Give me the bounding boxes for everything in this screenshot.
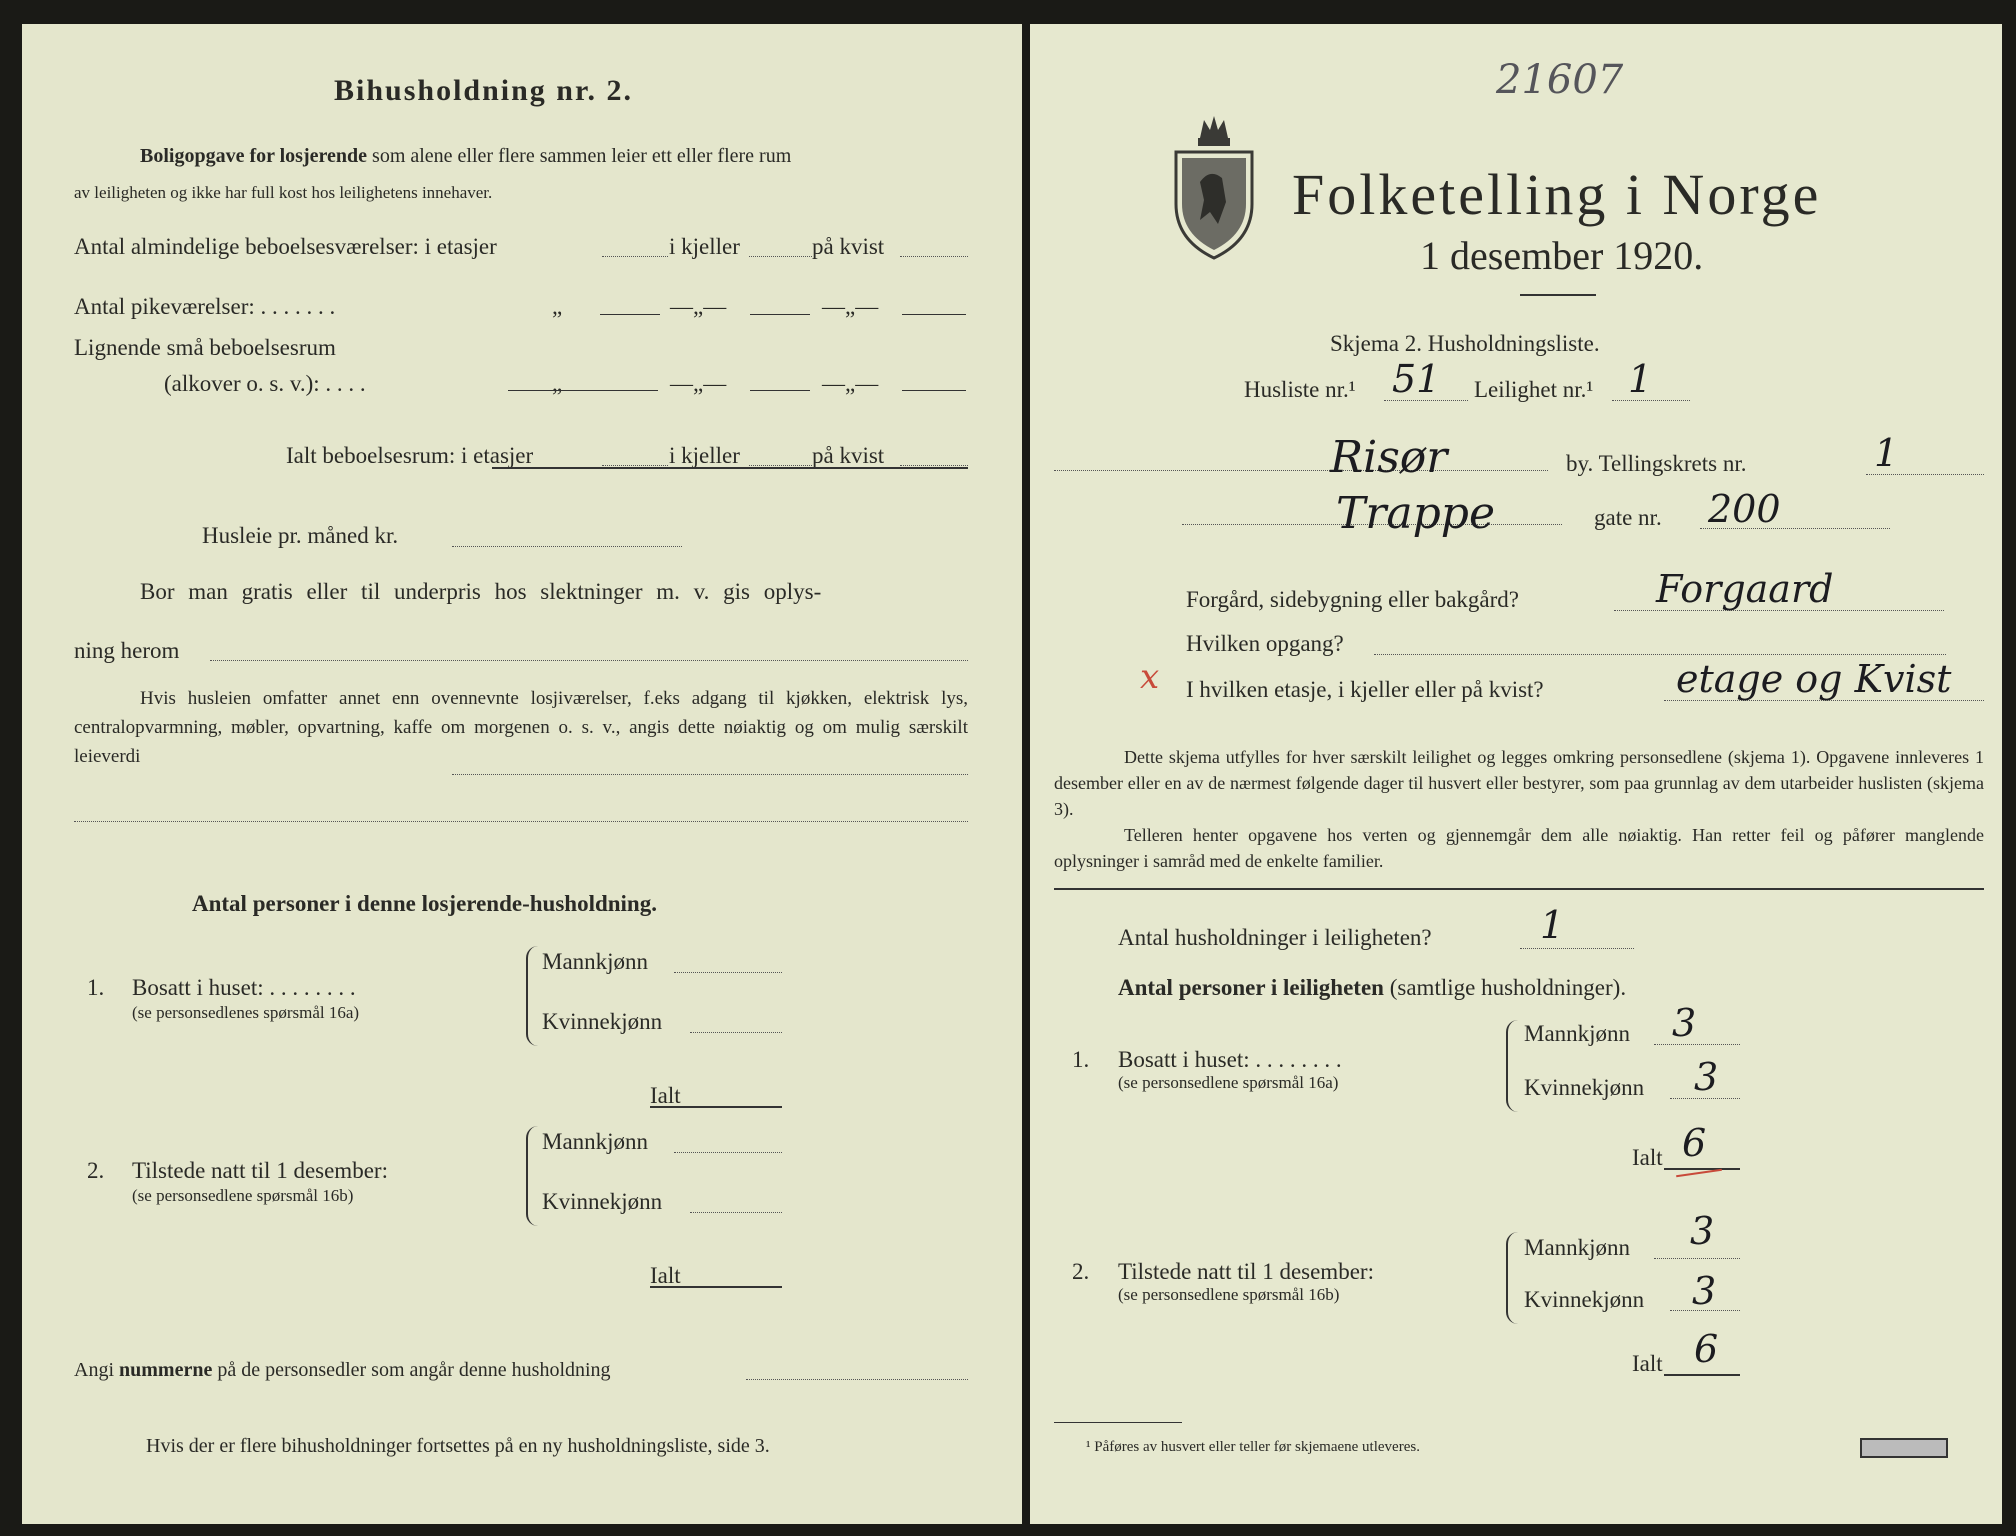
angi-2: på de personsedler som angår denne husholdning: [212, 1359, 611, 1381]
ialt-rooms-label: Ialt beboelsesrum: i etasjer: [286, 443, 534, 468]
gate-label: gate nr.: [1594, 505, 1662, 530]
q1-label: Bosatt i huset: . . . . . . . .: [132, 975, 356, 1000]
lignende-label-2: (alkover o. s. v.): . . . .: [164, 371, 366, 396]
forgard-label: Forgård, sidebygning eller bakgård?: [1186, 587, 1519, 612]
q1-kvinne-value: 3: [1694, 1055, 1719, 1099]
q2-ialt-field[interactable]: [1664, 1374, 1740, 1376]
gratis-line-1: Bor man gratis eller til underpris hos slektninger m. v. gis oplys-: [140, 579, 822, 604]
hush-field[interactable]: [1520, 948, 1634, 949]
q2-ialt-field[interactable]: [650, 1286, 782, 1288]
pike-kjeller-field[interactable]: [750, 314, 810, 315]
q1-ialt-value: 6: [1682, 1121, 1707, 1165]
q1-ialt-field[interactable]: [650, 1106, 782, 1108]
q2-label: Tilstede natt til 1 desember:: [1118, 1259, 1374, 1284]
q2-sub: (se personsedlene spørsmål 16b): [132, 1186, 354, 1205]
footer-note: Hvis der er flere bihusholdninger fortsettes på en ny husholdningsliste, side 3.: [146, 1435, 770, 1457]
pike-ditto-2: —„—: [670, 294, 727, 319]
husliste-value: 51: [1392, 357, 1441, 401]
ialt-kvist-field[interactable]: [900, 465, 968, 466]
rooms-kvist-field[interactable]: [900, 256, 968, 257]
husleie-label: Husleie pr. måned kr.: [202, 523, 399, 548]
q1-mann-label: Mannkjønn: [542, 949, 649, 974]
pike-kvist-field[interactable]: [902, 314, 966, 315]
pike-label: Antal pikeværelser: . . . . . . .: [74, 294, 336, 319]
q2-kvinne-label: Kvinnekjønn: [542, 1189, 663, 1214]
q1-kvinne-label: Kvinnekjønn: [1524, 1075, 1645, 1100]
gratis-field[interactable]: [210, 660, 968, 661]
q1-ialt-field[interactable]: [1664, 1168, 1740, 1170]
opgang-label: Hvilken opgang?: [1186, 631, 1344, 656]
lignende-label-1: Lignende små beboelsesrum: [74, 335, 336, 360]
opgang-field[interactable]: [1374, 654, 1946, 655]
hvis-text: Hvis husleien omfatter annet enn ovennevnte losjiværelser, f.eks adgang til kjøkken, elektrisk lys, centralopvarmning, møbler, opvartning, kaffe om morgenen o. s. v., angis dette nøiaktig og om mulig særskilt leieverdi: [74, 688, 968, 767]
q2-number: 2.: [1072, 1259, 1090, 1284]
q2-mann-value: 3: [1690, 1209, 1715, 1253]
q1-number: 1.: [87, 975, 105, 1000]
q1-mann-value: 3: [1672, 1001, 1697, 1045]
hvis-paragraph: [74, 684, 968, 771]
q1-ialt-label: Ialt: [1632, 1145, 1663, 1170]
rooms-etasjer-field[interactable]: [602, 256, 668, 257]
lignende-kjeller-field[interactable]: [750, 390, 810, 391]
q2-label: Tilstede natt til 1 desember:: [132, 1158, 388, 1183]
town-value: Risør: [1330, 432, 1448, 483]
gate-value: 200: [1708, 487, 1781, 531]
q2-mann-field[interactable]: [1654, 1258, 1740, 1259]
forgard-value: Forgaard: [1656, 567, 1834, 611]
rooms-label: Antal almindelige beboelsesværelser: i etasjer: [74, 234, 497, 259]
archive-number: 21607: [1496, 57, 1624, 103]
q2-kvinne-field[interactable]: [690, 1212, 782, 1213]
skjema-label: Skjema 2. Husholdningsliste.: [1330, 331, 1600, 356]
angi-line: [74, 1360, 611, 1380]
hush-label: Antal husholdninger i leiligheten?: [1118, 925, 1432, 950]
angi-1: Angi: [74, 1359, 119, 1381]
intro-rest: som alene eller flere sammen leier ett eller flere rum: [367, 145, 792, 167]
rooms-kvist-label: på kvist: [812, 234, 885, 259]
street-value: Trappe: [1336, 488, 1495, 539]
hush-value: 1: [1540, 903, 1565, 947]
krets-value: 1: [1874, 431, 1899, 475]
q1-number: 1.: [1072, 1047, 1090, 1072]
left-page: [22, 24, 1022, 1524]
q2-ialt-value: 6: [1694, 1327, 1719, 1371]
q1-kvinne-label: Kvinnekjønn: [542, 1009, 663, 1034]
ialt-etasjer-field[interactable]: [602, 465, 668, 466]
q2-number: 2.: [87, 1158, 105, 1183]
etasje-check-mark: x: [1140, 657, 1160, 697]
title-rule: [1520, 294, 1596, 296]
form-date: 1 desember 1920.: [1420, 233, 1704, 278]
q1-sub: (se personsedlenes spørsmål 16a): [132, 1003, 360, 1022]
coat-of-arms-icon: [1170, 112, 1258, 262]
q2-sub: (se personsedlene spørsmål 16b): [1118, 1285, 1340, 1304]
q1-label: Bosatt i huset: . . . . . . . .: [1118, 1047, 1342, 1072]
angi-field[interactable]: [746, 1379, 968, 1380]
intro-line-1: [140, 146, 791, 166]
q2-mann-label: Mannkjønn: [1524, 1235, 1631, 1260]
footnote: ¹ Påføres av husvert eller teller før skjemaene utleveres.: [1086, 1439, 1420, 1455]
by-label: by. Tellingskrets nr.: [1566, 451, 1747, 476]
ialt-kvist-label: på kvist: [812, 443, 885, 468]
form-title: Folketelling i Norge: [1292, 162, 1822, 227]
footnote-rule: [1054, 1422, 1182, 1423]
lignende-ditto-2: —„—: [670, 371, 727, 396]
q1-sub: (se personsedlene spørsmål 16a): [1118, 1073, 1339, 1092]
pike-ditto-1: „: [552, 294, 563, 319]
printer-stamp: [1860, 1438, 1948, 1458]
q1-brace: [1506, 1020, 1518, 1112]
ialt-kjeller-label: i kjeller: [669, 443, 740, 468]
ialt-kjeller-field[interactable]: [749, 465, 812, 466]
q2-ialt-label: Ialt: [1632, 1351, 1663, 1376]
intro-line-2: av leiligheten og ikke har full kost hos leilighetens innehaver.: [74, 183, 493, 202]
intro-bold: Boligopgave for losjerende: [140, 145, 368, 167]
ialt-underline: [492, 467, 968, 469]
leieverdi-field-2[interactable]: [74, 821, 968, 822]
instructions-2: Telleren henter opgavene hos verten og gjennemgår dem alle nøiaktig. Han retter feil og påfører manglende oplysninger i samråd med de enkelte familier.: [1054, 825, 1984, 871]
page-title: Bihusholdning nr. 2.: [334, 74, 634, 107]
husliste-label: Husliste nr.¹: [1244, 377, 1356, 402]
q1-mann-field[interactable]: [674, 972, 782, 973]
instructions-rule: [1054, 888, 1984, 890]
q1-kvinne-field[interactable]: [690, 1032, 782, 1033]
instructions-1: Dette skjema utfylles for hver særskilt leilighet og legges omkring personsedlene (skjema 1). Opgavene innleveres 1 desember eller en av de nærmest følgende dager til husvert eller bestyrer, som paa grunnlag av dem utarbeider huslisten (skjema 3).: [1054, 747, 1984, 819]
lignende-ditto-1: „: [552, 371, 563, 396]
q2-ialt-label: Ialt: [650, 1263, 681, 1288]
etasje-value: etage og Kvist: [1676, 657, 1952, 701]
q2-brace: [526, 1126, 538, 1226]
q2-mann-field[interactable]: [674, 1152, 782, 1153]
persons-heading: [1118, 976, 1626, 999]
q1-ialt-red-mark: [1676, 1169, 1722, 1177]
lignende-ditto-3: —„—: [822, 371, 879, 396]
q2-kvinne-value: 3: [1692, 1269, 1717, 1313]
q1-brace: [526, 946, 538, 1046]
gratis-line-2: ning herom: [74, 638, 180, 663]
q1-ialt-label: Ialt: [650, 1083, 681, 1108]
persons-bold: Antal personer i leiligheten: [1118, 975, 1384, 1000]
q1-mann-field[interactable]: [1654, 1044, 1740, 1045]
q2-brace: [1506, 1232, 1518, 1324]
etasje-label: I hvilken etasje, i kjeller eller på kvist?: [1186, 677, 1544, 702]
persons-heading: Antal personer i denne losjerende-husholdning.: [192, 891, 657, 916]
leieverdi-field[interactable]: [452, 774, 968, 775]
rooms-kjeller-label: i kjeller: [669, 234, 740, 259]
q2-mann-label: Mannkjønn: [542, 1129, 649, 1154]
pike-ditto-3: —„—: [822, 294, 879, 319]
angi-bold: nummerne: [119, 1359, 213, 1381]
right-page: [1030, 24, 2002, 1524]
leilighet-value: 1: [1628, 357, 1653, 401]
q1-mann-label: Mannkjønn: [1524, 1021, 1631, 1046]
rooms-kjeller-field[interactable]: [749, 256, 812, 257]
persons-rest: (samtlige husholdninger).: [1383, 975, 1627, 1000]
town-field[interactable]: [1054, 470, 1548, 471]
pike-etasjer-field[interactable]: [600, 314, 660, 315]
lignende-kvist-field[interactable]: [902, 390, 966, 391]
husleie-field[interactable]: [452, 546, 682, 547]
lignende-etasjer-field[interactable]: [508, 390, 658, 391]
q2-kvinne-label: Kvinnekjønn: [1524, 1287, 1645, 1312]
leilighet-label: Leilighet nr.¹: [1474, 377, 1594, 402]
